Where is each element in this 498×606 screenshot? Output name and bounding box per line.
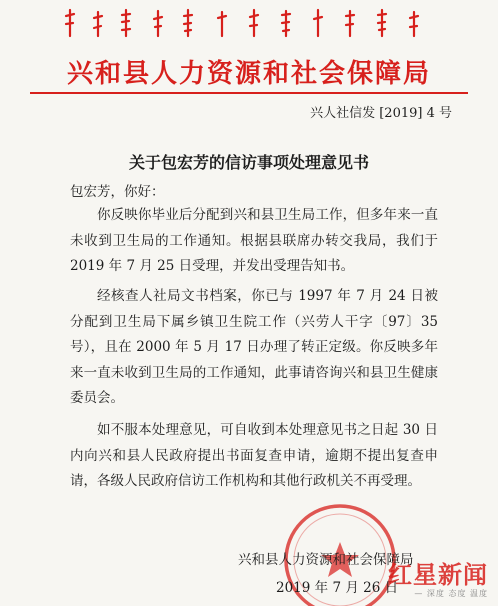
letterhead-org-name: 兴和县人力资源和社会保障局 xyxy=(66,59,431,89)
document-number: 兴人社信发 [2019] 4 号 xyxy=(310,106,452,121)
letter-title: 关于包宏芳的信访事项处理意见书 xyxy=(128,153,369,172)
watermark-slogan: — 深度 态度 温度 xyxy=(414,589,488,598)
signature-date: 2019 年 7 月 26 日 xyxy=(276,580,399,596)
watermark-brand: 红星新闻 xyxy=(388,561,488,589)
letter-paragraph-1: 你反映你毕业后分配到兴和县卫生局工作，但多年来一直未收到卫生局的工作通知。根据县联席办转交我局，我们于 2019 年 7 月 25 日受理，并发出受理告知书。 xyxy=(70,207,438,274)
letterhead-red-rule xyxy=(30,92,468,94)
letter-salutation: 包宏芳，你好： xyxy=(70,184,165,200)
mongolian-script-header-icon xyxy=(60,6,440,40)
letter-paragraph-2: 经核查人社局文书档案，你已与 1997 年 7 月 24 日被分配到卫生局下属乡镇卫生院工作（兴劳人干字〔97〕35 号），且在 2000 年 5 月 17 日办理了转正定级。你反映多年来一直未收到卫生局的工作通知，此事请咨询兴和县卫生健康委员会。 xyxy=(70,288,438,406)
news-watermark xyxy=(388,555,488,599)
signature-org: 兴和县人力资源和社会保障局 xyxy=(238,552,414,568)
letter-paragraph-3: 如不服本处理意见，可自收到本处理意见书之日起 30 日内向兴和县人民政府提出书面复查申请，逾期不提出复查申请，各级人民政府信访工作机构和其他行政机关不再受理。 xyxy=(70,422,438,489)
